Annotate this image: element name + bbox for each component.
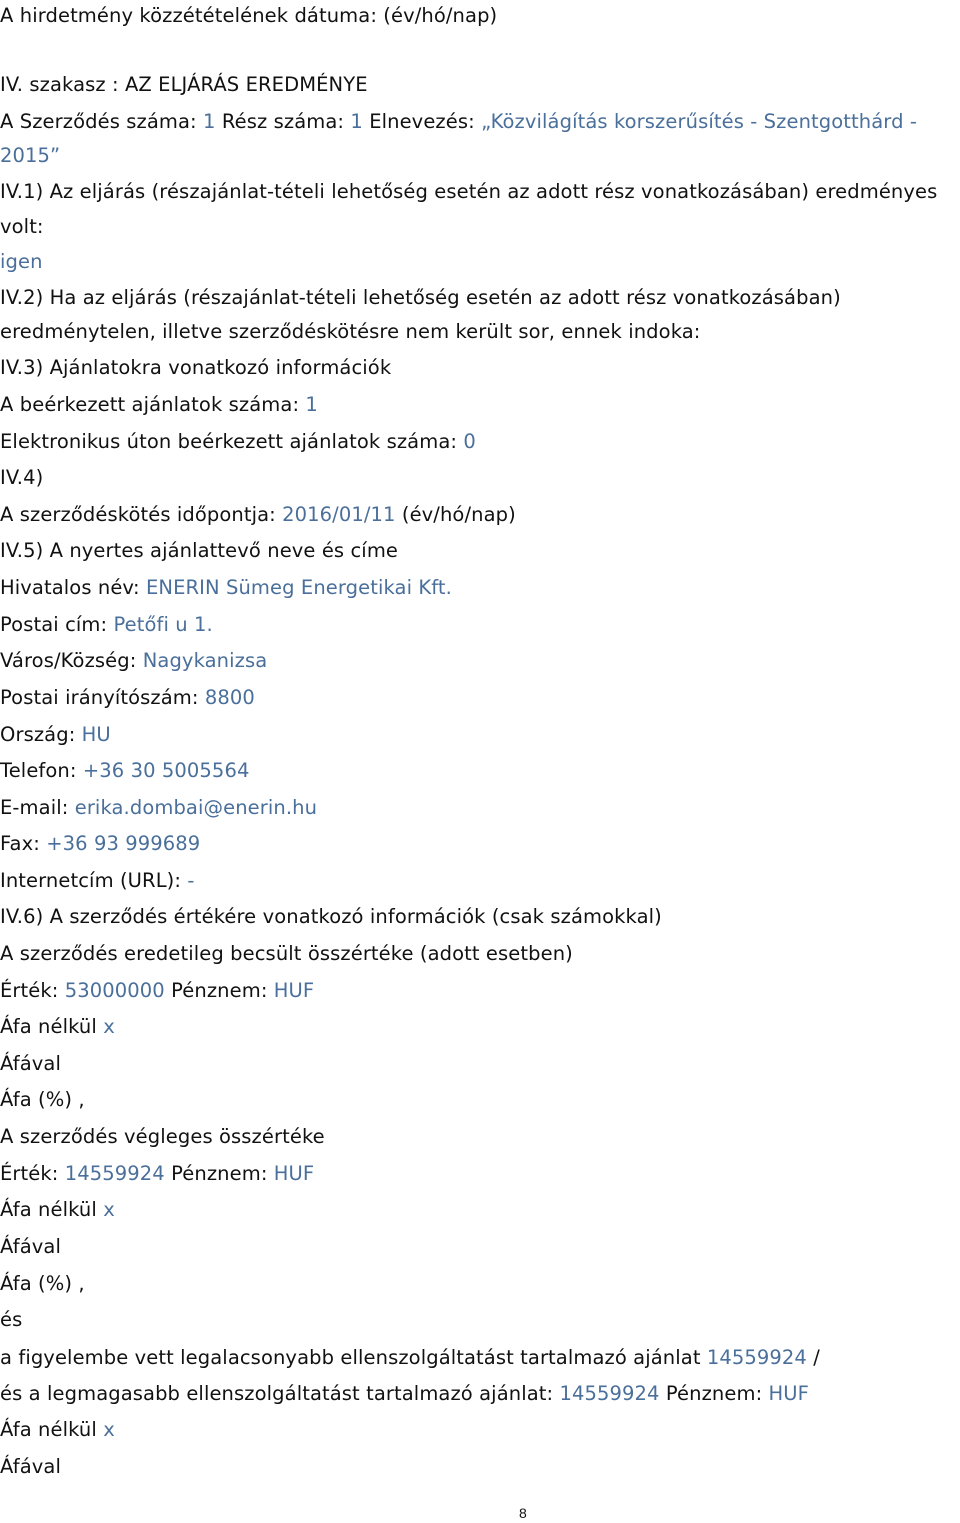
zip-line: Postai irányítószám: 8800 <box>0 686 255 709</box>
contract-name-continuation: 2015” <box>0 144 61 167</box>
fax-line: Fax: +36 93 999689 <box>0 832 201 855</box>
official-name-value: ENERIN Sümeg Energetikai Kft. <box>145 576 452 599</box>
contract-name-value: „Közvilágítás korszerűsítés - Szentgotthárd - <box>481 110 917 133</box>
official-name-line: Hivatalos név: ENERIN Sümeg Energetikai Kft. <box>0 576 452 599</box>
city-value: Nagykanizsa <box>142 649 268 672</box>
vat-excluded-line: Áfa nélkül x <box>0 1198 115 1221</box>
lowest-offer-line: a figyelembe vett legalacsonyabb ellenszolgáltatást tartalmazó ajánlat 14559924 / <box>0 1346 820 1369</box>
currency-value: HUF <box>273 979 315 1002</box>
vat-included-line: Áfával <box>0 1235 61 1258</box>
currency-value: HUF <box>273 1162 315 1185</box>
part-number-value: 1 <box>350 110 363 133</box>
publication-date-line: A hirdetmény közzétételének dátuma: (év/hó/nap) <box>0 4 498 27</box>
iv1-label-continuation: volt: <box>0 215 44 238</box>
signing-date-value: 2016/01/11 <box>282 503 396 526</box>
estimated-total-heading: A szerződés eredetileg becsült összértéke (adott esetben) <box>0 942 573 965</box>
vat-included-line: Áfával <box>0 1455 61 1478</box>
zip-value: 8800 <box>204 686 255 709</box>
iv2-label-continuation: eredménytelen, illetve szerződéskötésre nem került sor, ennek indoka: <box>0 320 701 343</box>
iv5-heading: IV.5) A nyertes ajánlattevő neve és címe <box>0 539 399 562</box>
estimated-value: 53000000 <box>64 979 165 1002</box>
page-number: 8 <box>519 1505 527 1521</box>
vat-excluded-line: Áfa nélkül x <box>0 1015 115 1038</box>
iv2-label: IV.2) Ha az eljárás (részajánlat-tételi lehetőség esetén az adott rész vonatkozásában) <box>0 286 841 309</box>
vat-excluded-mark: x <box>103 1418 115 1441</box>
phone-value: +36 30 5005564 <box>82 759 250 782</box>
currency-value: HUF <box>768 1382 809 1405</box>
final-total-heading: A szerződés végleges összértéke <box>0 1125 325 1148</box>
email-value: erika.dombai@enerin.hu <box>74 796 318 819</box>
phone-line: Telefon: +36 30 5005564 <box>0 759 250 782</box>
url-line: Internetcím (URL): - <box>0 869 195 892</box>
e-offers-count-line: Elektronikus úton beérkezett ajánlatok száma: 0 <box>0 430 476 453</box>
highest-offer-line: és a legmagasabb ellenszolgáltatást tartalmazó ajánlat: 14559924 Pénznem: HUF <box>0 1382 809 1405</box>
section-iv-heading: IV. szakasz : AZ ELJÁRÁS EREDMÉNYE <box>0 73 368 96</box>
and-line: és <box>0 1308 23 1331</box>
iv6-heading: IV.6) A szerződés értékére vonatkozó információk (csak számokkal) <box>0 905 662 928</box>
contract-number-value: 1 <box>203 110 216 133</box>
estimated-value-line: Érték: 53000000 Pénznem: HUF <box>0 979 315 1002</box>
url-value: - <box>187 869 195 892</box>
iv1-label: IV.1) Az eljárás (részajánlat-tételi lehetőség esetén az adott rész vonatkozásában) eredményes <box>0 180 938 203</box>
e-offers-count-value: 0 <box>463 430 476 453</box>
country-line: Ország: HU <box>0 723 111 746</box>
postal-address-value: Petőfi u 1. <box>113 613 213 636</box>
postal-address-line: Postai cím: Petőfi u 1. <box>0 613 213 636</box>
iv1-value: igen <box>0 250 43 273</box>
fax-value: +36 93 999689 <box>46 832 201 855</box>
email-line: E-mail: erika.dombai@enerin.hu <box>0 796 318 819</box>
city-line: Város/Község: Nagykanizsa <box>0 649 268 672</box>
final-value: 14559924 <box>64 1162 165 1185</box>
iv3-heading: IV.3) Ajánlatokra vonatkozó információk <box>0 356 392 379</box>
final-value-line: Érték: 14559924 Pénznem: HUF <box>0 1162 315 1185</box>
highest-offer-value: 14559924 <box>559 1382 660 1405</box>
country-value: HU <box>81 723 111 746</box>
contract-number-line: A Szerződés száma: 1 Rész száma: 1 Elnevezés: „Közvilágítás korszerűsítés - Szentgotthárd - <box>0 110 917 133</box>
vat-included-line: Áfával <box>0 1052 61 1075</box>
iv4-heading: IV.4) <box>0 466 44 489</box>
vat-excluded-mark: x <box>103 1198 115 1221</box>
lowest-offer-value: 14559924 <box>706 1346 807 1369</box>
vat-percent-line: Áfa (%) , <box>0 1088 85 1111</box>
offers-count-value: 1 <box>305 393 318 416</box>
vat-excluded-line: Áfa nélkül x <box>0 1418 115 1441</box>
vat-percent-line: Áfa (%) , <box>0 1272 85 1295</box>
vat-excluded-mark: x <box>103 1015 115 1038</box>
signing-date-line: A szerződéskötés időpontja: 2016/01/11 (év/hó/nap) <box>0 503 516 526</box>
offers-count-line: A beérkezett ajánlatok száma: 1 <box>0 393 318 416</box>
